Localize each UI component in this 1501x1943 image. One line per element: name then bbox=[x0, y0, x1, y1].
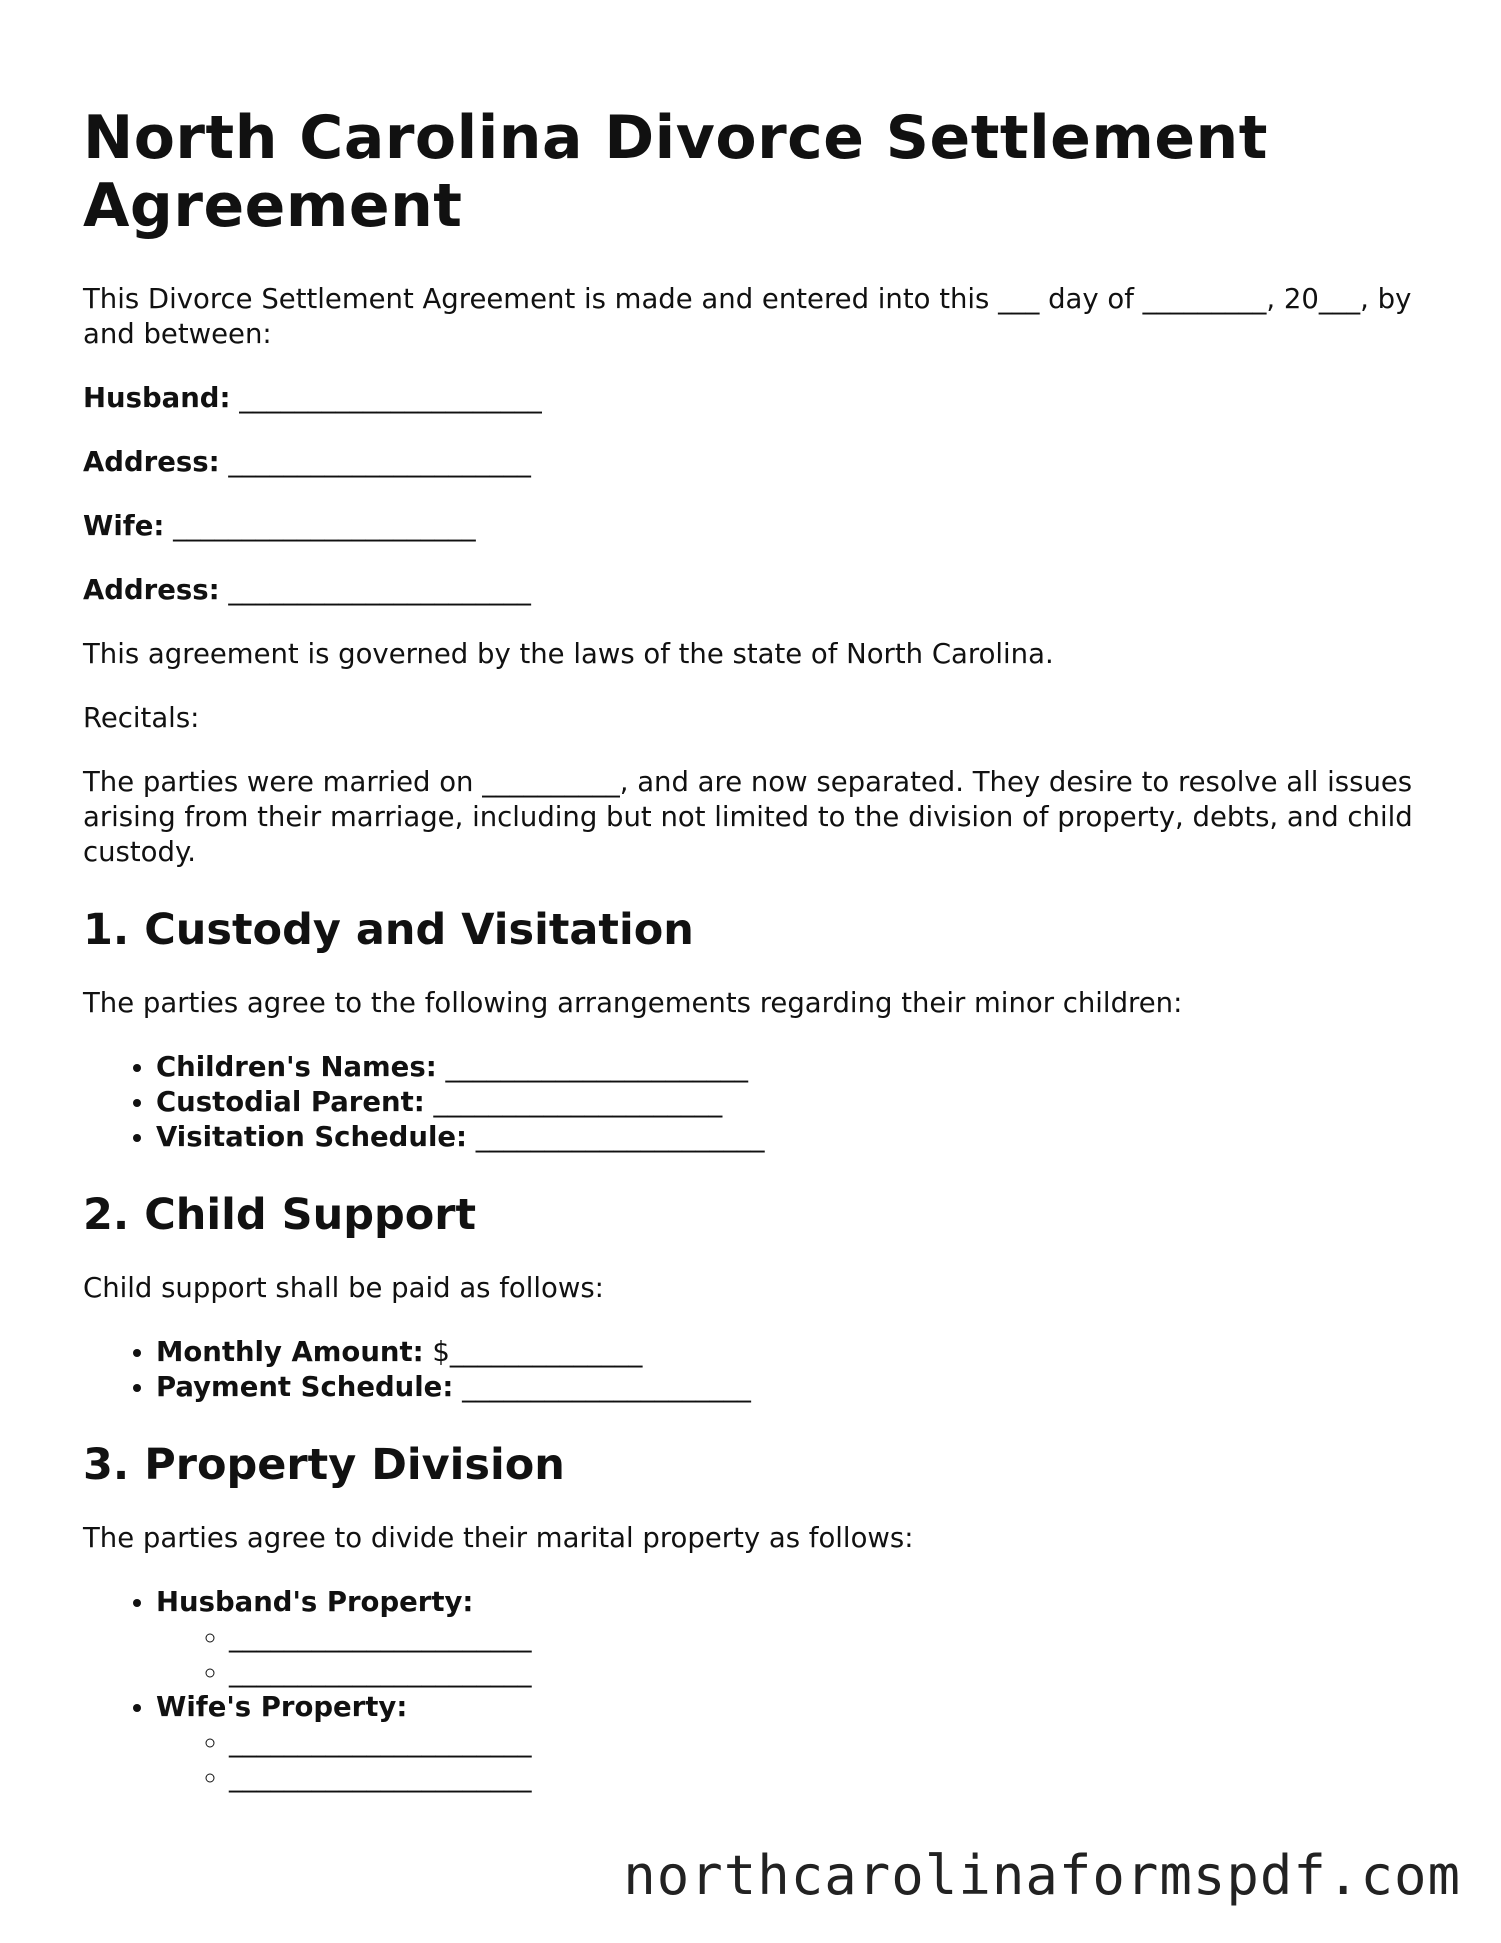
wife-address-field bbox=[83, 573, 1423, 608]
husband-field bbox=[83, 381, 1423, 416]
husband-property-label: Husband's Property: bbox=[156, 1586, 474, 1618]
husband-property-sublist bbox=[156, 1620, 1423, 1690]
wife-property-label: Wife's Property: bbox=[156, 1691, 408, 1723]
wife-field bbox=[83, 509, 1423, 544]
monthly-amount-label: Monthly Amount: bbox=[156, 1336, 424, 1368]
wife-property-blank: ◦ ______________________ bbox=[229, 1725, 1423, 1760]
husband-address-blank: ______________________ bbox=[219, 446, 531, 478]
list-item bbox=[156, 1120, 1423, 1155]
husband-blank: ______________________ bbox=[230, 382, 542, 414]
wife-address-label: Address: bbox=[83, 574, 220, 606]
children-names-label: Children's Names: bbox=[156, 1051, 437, 1083]
monthly-amount-blank: $______________ bbox=[423, 1336, 643, 1368]
support-intro: Child support shall be paid as follows: bbox=[83, 1272, 604, 1304]
support-list bbox=[83, 1335, 1423, 1405]
custody-intro: The parties agree to the following arrangements regarding their minor children: bbox=[83, 987, 1183, 1019]
wife-address-blank: ______________________ bbox=[219, 574, 531, 606]
wife-property-blank: ◦ ______________________ bbox=[229, 1760, 1423, 1795]
husband-address-field bbox=[83, 445, 1423, 480]
governing-law-paragraph: This agreement is governed by the laws of the state of North Carolina. bbox=[83, 638, 1054, 670]
list-item bbox=[156, 1370, 1423, 1405]
support-section-heading: 2. Child Support bbox=[83, 1190, 477, 1240]
intro-paragraph: This Divorce Settlement Agreement is made and entered into this ___ day of _________, 20___, by and between: bbox=[83, 283, 1412, 350]
list-item bbox=[156, 1690, 1423, 1795]
custody-list bbox=[83, 1050, 1423, 1155]
children-names-blank: ______________________ bbox=[436, 1051, 748, 1083]
site-watermark: northcarolinaformspdf.com bbox=[623, 1844, 1461, 1907]
recitals-paragraph: The parties were married on __________, and are now separated. They desire to resolve all issues arising from their marriage, including but not limited to the division of property, debts, and child custody. bbox=[83, 766, 1413, 868]
husband-property-blank: ◦ ______________________ bbox=[229, 1620, 1423, 1655]
list-item bbox=[156, 1085, 1423, 1120]
visitation-schedule-label: Visitation Schedule: bbox=[156, 1121, 468, 1153]
husband-property-blank: ◦ ______________________ bbox=[229, 1655, 1423, 1690]
recitals-heading: Recitals: bbox=[83, 702, 200, 734]
document-page bbox=[83, 104, 1423, 1825]
custody-section-heading: 1. Custody and Visitation bbox=[83, 905, 694, 955]
husband-address-label: Address: bbox=[83, 446, 220, 478]
list-item bbox=[156, 1585, 1423, 1690]
husband-label: Husband: bbox=[83, 382, 231, 414]
property-intro: The parties agree to divide their marital property as follows: bbox=[83, 1522, 914, 1554]
wife-label: Wife: bbox=[83, 510, 165, 542]
payment-schedule-blank: _____________________ bbox=[453, 1371, 751, 1403]
custodial-parent-label: Custodial Parent: bbox=[156, 1086, 425, 1118]
list-item bbox=[156, 1335, 1423, 1370]
wife-property-sublist bbox=[156, 1725, 1423, 1795]
visitation-schedule-blank: _____________________ bbox=[467, 1121, 765, 1153]
list-item bbox=[156, 1050, 1423, 1085]
wife-blank: ______________________ bbox=[164, 510, 476, 542]
property-list bbox=[83, 1585, 1423, 1795]
page-title: North Carolina Divorce Settlement Agreement bbox=[83, 103, 1268, 241]
custodial-parent-blank: _____________________ bbox=[424, 1086, 723, 1118]
payment-schedule-label: Payment Schedule: bbox=[156, 1371, 454, 1403]
property-section-heading: 3. Property Division bbox=[83, 1440, 565, 1490]
